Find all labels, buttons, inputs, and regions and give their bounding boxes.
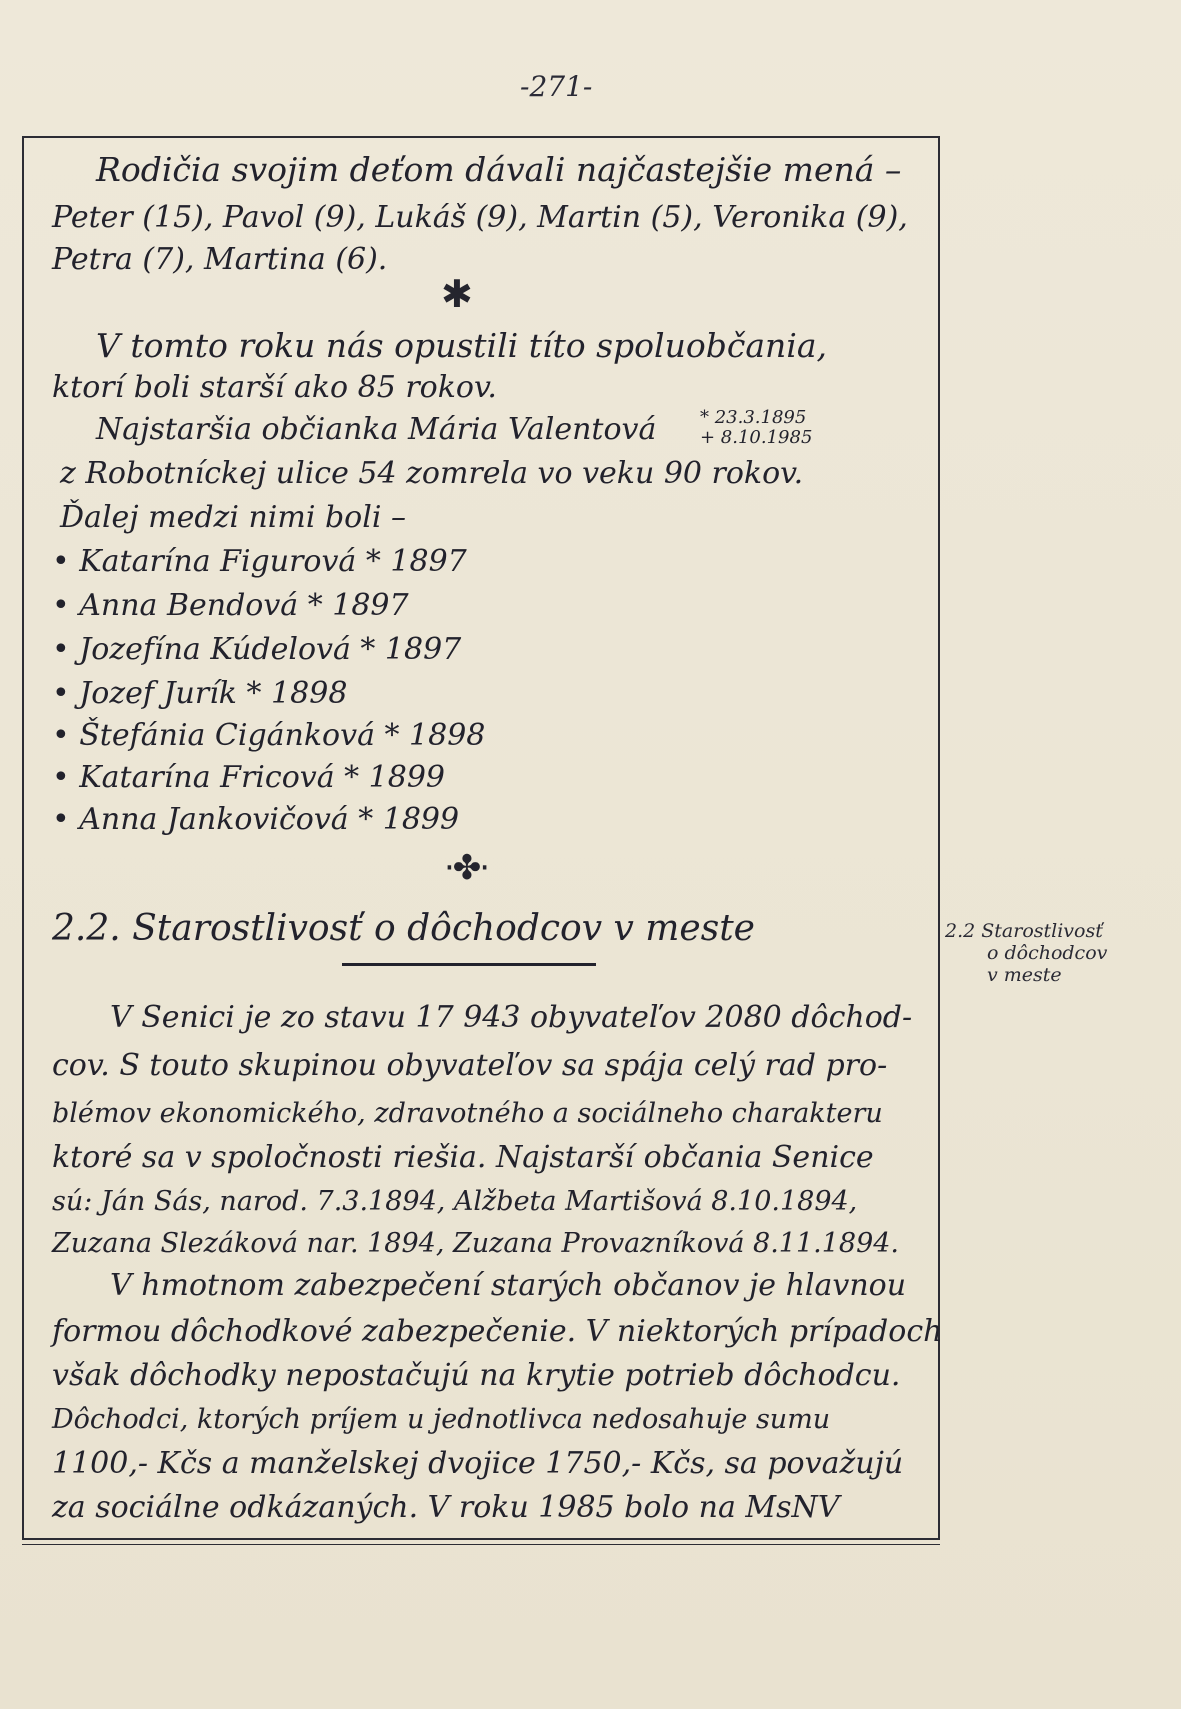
birth-date: * 23.3.1895 xyxy=(700,407,807,428)
text-line-14: Zuzana Slezáková nar. 1894, Zuzana Provazníková 8.11.1894. xyxy=(52,1228,900,1259)
text-line-15: V hmotnom zabezpečení starých občanov je hlavnou xyxy=(110,1268,907,1303)
text-line-6: Najstaršia občianka Mária Valentová xyxy=(96,412,657,447)
text-line-19: 1100,- Kčs a manželskej dvojice 1750,- Kčs, sa považujú xyxy=(52,1446,904,1481)
margin-note-line: v meste xyxy=(987,964,1062,986)
text-line-7: z Robotníckej ulice 54 zomrela vo veku 90 rokov. xyxy=(60,456,804,491)
margin-note-line: 2.2 Starostlivosť xyxy=(945,920,1103,942)
text-line-1: Rodičia svojim deťom dávali najčastejšie mená – xyxy=(96,150,902,189)
text-line-3: Petra (7), Martina (6). xyxy=(52,242,388,277)
birth-death-dates xyxy=(700,408,812,448)
list-item: • Anna Jankovičová * 1899 xyxy=(52,802,460,837)
text-line-10: cov. S touto skupinou obyvateľov sa spája celý rad pro- xyxy=(52,1048,888,1083)
text-line-2: Peter (15), Pavol (9), Lukáš (9), Martin (5), Veronika (9), xyxy=(52,200,908,235)
text-line-8: Ďalej medzi nimi boli – xyxy=(60,500,406,535)
text-line-20: za sociálne odkázaných. V roku 1985 bolo na MsNV xyxy=(52,1490,840,1525)
list-item: • Jozefína Kúdelová * 1897 xyxy=(52,632,462,667)
heading-underline xyxy=(342,963,596,966)
list-item: • Anna Bendová * 1897 xyxy=(52,588,409,623)
text-line-13: sú: Ján Sás, narod. 7.3.1894, Alžbeta Martišová 8.10.1894, xyxy=(52,1186,858,1217)
list-item: • Jozef Jurík * 1898 xyxy=(52,676,348,711)
text-line-12: ktoré sa v spoločnosti riešia. Najstarší občania Senice xyxy=(52,1140,874,1175)
section-heading: 2.2. Starostlivosť o dôchodcov v meste xyxy=(52,908,755,949)
margin-note-line: o dôchodcov xyxy=(987,942,1108,964)
text-line-11: blémov ekonomického, zdravotného a sociálneho charakteru xyxy=(52,1098,883,1129)
text-line-5: ktorí boli starší ako 85 rokov. xyxy=(52,370,497,405)
ornament-asterisk: ✱ xyxy=(441,272,473,316)
text-line-18: Dôchodci, ktorých príjem u jednotlivca nedosahuje sumu xyxy=(52,1404,831,1435)
text-line-9: V Senici je zo stavu 17 943 obyvateľov 2080 dôchod- xyxy=(110,1000,913,1035)
list-item: • Katarína Fricová * 1899 xyxy=(52,760,446,795)
margin-note xyxy=(945,920,1107,986)
text-line-16: formou dôchodkové zabezpečenie. V niektorých prípadoch xyxy=(52,1314,943,1349)
frame-bottom-rule xyxy=(22,1544,940,1545)
death-date: + 8.10.1985 xyxy=(700,427,813,448)
list-item: • Štefánia Cigánková * 1898 xyxy=(52,718,486,753)
ornament-flourish: ·✤· xyxy=(444,848,489,888)
list-item: • Katarína Figurová * 1897 xyxy=(52,544,467,579)
text-line-17: však dôchodky nepostačujú na krytie potrieb dôchodcu. xyxy=(52,1358,901,1393)
page-number: -271- xyxy=(520,70,593,103)
text-line-4: V tomto roku nás opustili títo spoluobčania, xyxy=(96,326,827,365)
